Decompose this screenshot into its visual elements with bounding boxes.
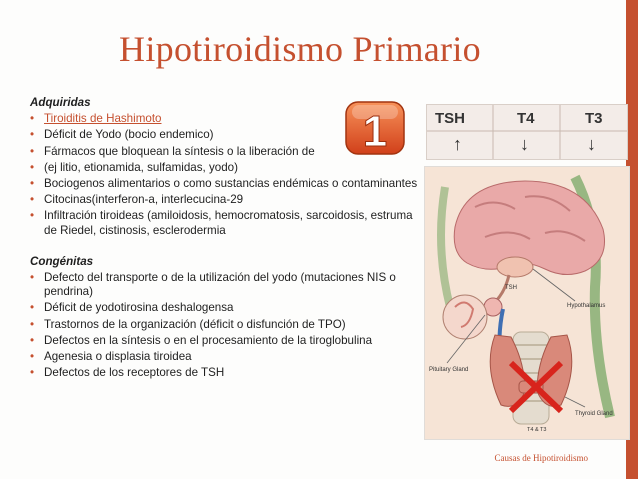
arrow-down-icon: ↓	[520, 134, 529, 154]
hormone-table	[426, 104, 628, 160]
bullet-icon: •	[30, 144, 35, 158]
arrow-down-icon: ↓	[587, 134, 596, 154]
list-item	[30, 209, 420, 237]
list-item	[30, 271, 420, 299]
label-thyroid: Thyroid Gland	[575, 411, 613, 417]
list-item-text: Defectos de los receptores de TSH	[44, 366, 225, 380]
table-header-tsh: TSH	[435, 110, 465, 127]
list-item-text: Defectos en la síntesis o en el procesamiento de la tiroglobulina	[44, 333, 373, 347]
list-item-text: Fármacos que bloquean la síntesis o la liberación de	[44, 144, 315, 158]
hashimoto-link[interactable]: Tiroiditis de Hashimoto	[44, 112, 162, 126]
list-item	[30, 161, 420, 175]
list-item	[30, 350, 420, 364]
list-item-text: (ej litio, etionamida, sulfamidas, yodo)	[44, 160, 238, 174]
bullet-icon: •	[30, 317, 35, 331]
list-item-text: Déficit de yodotirosina deshalogensa	[44, 301, 234, 315]
bullet-icon: •	[30, 333, 35, 347]
list-item	[30, 193, 420, 207]
anatomy-illustration	[424, 166, 630, 440]
bullet-icon: •	[30, 177, 35, 191]
brain-thyroid-image	[425, 167, 629, 439]
list-item	[30, 366, 420, 380]
list-item	[30, 334, 420, 348]
bullet-icon: •	[30, 271, 35, 285]
list-congenitas	[30, 271, 420, 380]
label-hypothalamus: Hypothalamus	[567, 303, 606, 309]
bullet-icon: •	[30, 209, 35, 223]
number-one-badge-icon	[342, 98, 408, 158]
bullet-icon: •	[30, 193, 35, 207]
list-item-text: Bociogenos alimentarios o como sustancias endémicas o contaminantes	[44, 177, 418, 191]
page-title: Hipotiroidismo Primario	[119, 29, 481, 69]
list-item-text: Agenesia o displasia tiroidea	[44, 350, 192, 364]
list-item-text: Infiltración tiroideas (amiloidosis, hemocromatosis, sarcoidosis, estruma de Riedel, cistinosis, esclerodermia	[44, 209, 413, 237]
section-heading-congenitas: Congénitas	[30, 254, 94, 268]
list-item	[30, 318, 420, 332]
bullet-icon: •	[30, 128, 35, 142]
bullet-icon: •	[30, 112, 35, 126]
bullet-icon: •	[30, 301, 35, 315]
list-item-text: Defecto del transporte o de la utilización del yodo (mutaciones NIS o pendrina)	[44, 271, 396, 299]
badge-number: 1	[362, 107, 388, 156]
section-heading-adquiridas: Adquiridas	[30, 96, 91, 109]
list-item-text: Trastornos de la organización (déficit o disfunción de TPO)	[44, 317, 346, 331]
label-t4t3: T4 & T3	[527, 427, 547, 433]
table-header-t3: T3	[585, 110, 603, 127]
list-item-text: Citocinas(interferon-a, interlecucina-29	[44, 193, 244, 207]
table-header-t4: T4	[517, 110, 535, 127]
label-tsh: TSH	[505, 285, 517, 291]
bullet-icon: •	[30, 350, 35, 364]
bullet-icon: •	[30, 366, 35, 380]
label-pituitary: Pituitary Gland	[429, 367, 469, 373]
list-item	[30, 177, 420, 191]
footer-caption: Causas de Hipotiroidismo	[494, 453, 588, 463]
bullet-icon: •	[30, 160, 35, 174]
arrow-up-icon: ↑	[453, 134, 462, 154]
list-item	[30, 301, 420, 315]
list-item-text: Déficit de Yodo (bocio endemico)	[44, 128, 214, 142]
